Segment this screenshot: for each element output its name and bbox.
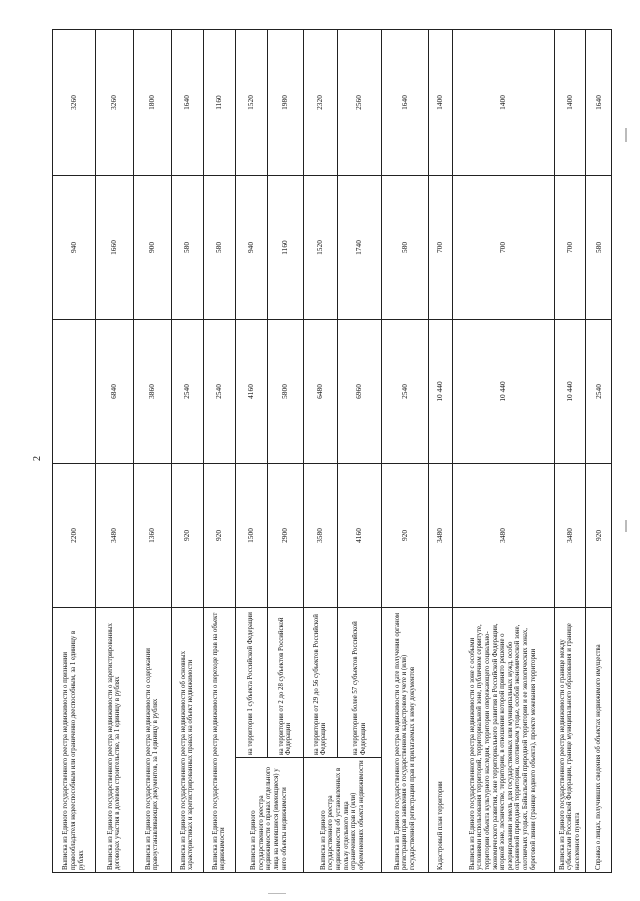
fee-value: 1400 <box>452 30 554 176</box>
fee-value: 1520 <box>303 176 337 320</box>
table-row <box>53 30 96 873</box>
table-row <box>382 30 429 873</box>
fee-value: 2900 <box>267 464 303 608</box>
fee-value: 1160 <box>267 176 303 320</box>
subrow-label: на территории от 29 до 56 субъектов Российской Федерации <box>303 608 337 758</box>
row-description: Справка о лицах, получивших сведения об объектах недвижимого имущества <box>586 608 612 873</box>
table-row <box>303 30 337 873</box>
fee-value: 2200 <box>53 464 96 608</box>
fee-value: 3260 <box>95 30 133 176</box>
row-description: Выписка из Единого государственного реестра недвижимости о содержании правоустанавливающих документов, за 1 единицу в рублях <box>133 608 171 873</box>
group-label: Выписка из Единого государственного реестра недвижимости о правах отдельного лица на имевшиеся (имеющиеся) у него объекты недвижимости <box>235 758 303 873</box>
fee-value: 700 <box>429 176 452 320</box>
fee-value: 3480 <box>95 464 133 608</box>
row-description: Выписка из Единого государственного реестра недвижимости о границе между субъектами Российской Федерации, границе муниципального образования и границе населенного пункта <box>554 608 586 873</box>
fee-value: 940 <box>53 176 96 320</box>
fee-value: 3480 <box>429 464 452 608</box>
fee-value: 900 <box>133 176 171 320</box>
fee-value: 700 <box>452 176 554 320</box>
fee-value: 1640 <box>172 30 204 176</box>
fee-value: 580 <box>382 176 429 320</box>
scan-mark <box>625 520 627 532</box>
fee-value: 2540 <box>172 320 204 464</box>
row-description: Кадастровый план территории <box>429 608 452 873</box>
fee-value: 2560 <box>337 30 382 176</box>
subrow-label: на территории от 2 до 28 субъектов Российской Федерации <box>267 608 303 758</box>
table-row <box>267 30 303 873</box>
row-description: Выписка из Единого государственного реестра недвижимости о переходе прав на объект недвижимости <box>203 608 235 873</box>
fee-value: 1520 <box>235 30 267 176</box>
fee-value: 10 440 <box>429 320 452 464</box>
row-description: Выписка из Единого государственного реестра недвижимости о зарегистрированных договорах участия в долевом строительстве, за 1 единицу в рублях <box>95 608 133 873</box>
fee-value: 3260 <box>53 30 96 176</box>
fee-value: 3480 <box>554 464 586 608</box>
fee-value <box>53 320 96 464</box>
scan-mark <box>268 893 286 894</box>
fee-value: 920 <box>172 464 204 608</box>
fee-value: 6480 <box>303 320 337 464</box>
table-row <box>586 30 612 873</box>
fee-value: 1660 <box>95 176 133 320</box>
fee-value: 1980 <box>267 30 303 176</box>
table-row <box>337 30 382 873</box>
fee-value: 940 <box>235 176 267 320</box>
fee-value: 1160 <box>203 30 235 176</box>
table-row <box>554 30 586 873</box>
table-row <box>203 30 235 873</box>
fee-value: 3580 <box>303 464 337 608</box>
fee-value: 1640 <box>586 30 612 176</box>
row-description: Выписка из Единого государственного реестра недвижимости о признании правообладателя недееспособным или ограниченно дееспособным, за 1 единицу в рублях <box>53 608 96 873</box>
fee-value: 3860 <box>133 320 171 464</box>
fee-value: 920 <box>586 464 612 608</box>
row-description: Выписка из Единого государственного реестра недвижимости о дате получения органом регистрации прав заявления о государственном кадастровом учете и (или) государственной регистрации прав и прилагаемых к нему документов <box>382 608 429 873</box>
row-description: Выписка из Единого государственного реестра недвижимости об основных характеристиках и зарегистрированных правах на объект недвижимости <box>172 608 204 873</box>
fee-value: 2320 <box>303 30 337 176</box>
fee-value: 920 <box>382 464 429 608</box>
fee-value: 4160 <box>235 320 267 464</box>
fee-value: 2540 <box>586 320 612 464</box>
fee-value: 1740 <box>337 176 382 320</box>
table-row <box>235 30 267 873</box>
fee-value: 10 440 <box>554 320 586 464</box>
fee-value: 700 <box>554 176 586 320</box>
fee-value: 580 <box>586 176 612 320</box>
group-label: Выписка из Единого государственного реестра недвижимости об установленных в пользу отдельного лица ограничениях прав и (или) обременениях объекта недвижимости <box>303 758 382 873</box>
fee-value: 1640 <box>382 30 429 176</box>
fee-value: 2540 <box>203 320 235 464</box>
fee-value: 1400 <box>554 30 586 176</box>
table-row <box>429 30 452 873</box>
fee-value: 1360 <box>133 464 171 608</box>
row-description: Выписка из Единого государственного реестра недвижимости о зоне с особыми условиями использования территорий, территориальной зоне, публичном сервитуте, территории объекта культурного наследия, территории опережающего социально-экономического развития, зоне территориального развития в Российской Федерации, игорной зоне, лесничестве, территории, в отношении которой принято решение о резервировании земель для государственных или муниципальных нужд, особо охраняемой природной территории, охотничьем угодье, особой экономической зоне, охотничьих угодьях, Байкальской природной территории и ее экологических зонах, береговой линии (границе водного объекта), проекте межевания территории <box>452 608 554 873</box>
table-row <box>133 30 171 873</box>
table-row <box>172 30 204 873</box>
fee-value: 6840 <box>95 320 133 464</box>
fee-table <box>52 29 612 873</box>
fee-value: 4160 <box>337 464 382 608</box>
fee-value: 920 <box>203 464 235 608</box>
fee-value: 580 <box>172 176 204 320</box>
subrow-label: на территории 1 субъекта Российской Федерации <box>235 608 267 758</box>
fee-value: 5800 <box>267 320 303 464</box>
fee-value: 1500 <box>235 464 267 608</box>
fee-value: 10 440 <box>452 320 554 464</box>
subrow-label: на территории более 57 субъектов Российской Федерации <box>337 608 382 758</box>
fee-value: 6960 <box>337 320 382 464</box>
table-row <box>452 30 554 873</box>
scan-mark <box>625 128 627 142</box>
fee-value: 2540 <box>382 320 429 464</box>
fee-value: 580 <box>203 176 235 320</box>
page-number: 2 <box>32 456 43 461</box>
table-row <box>95 30 133 873</box>
fee-value: 1400 <box>429 30 452 176</box>
fee-value: 3480 <box>452 464 554 608</box>
fee-value: 1800 <box>133 30 171 176</box>
